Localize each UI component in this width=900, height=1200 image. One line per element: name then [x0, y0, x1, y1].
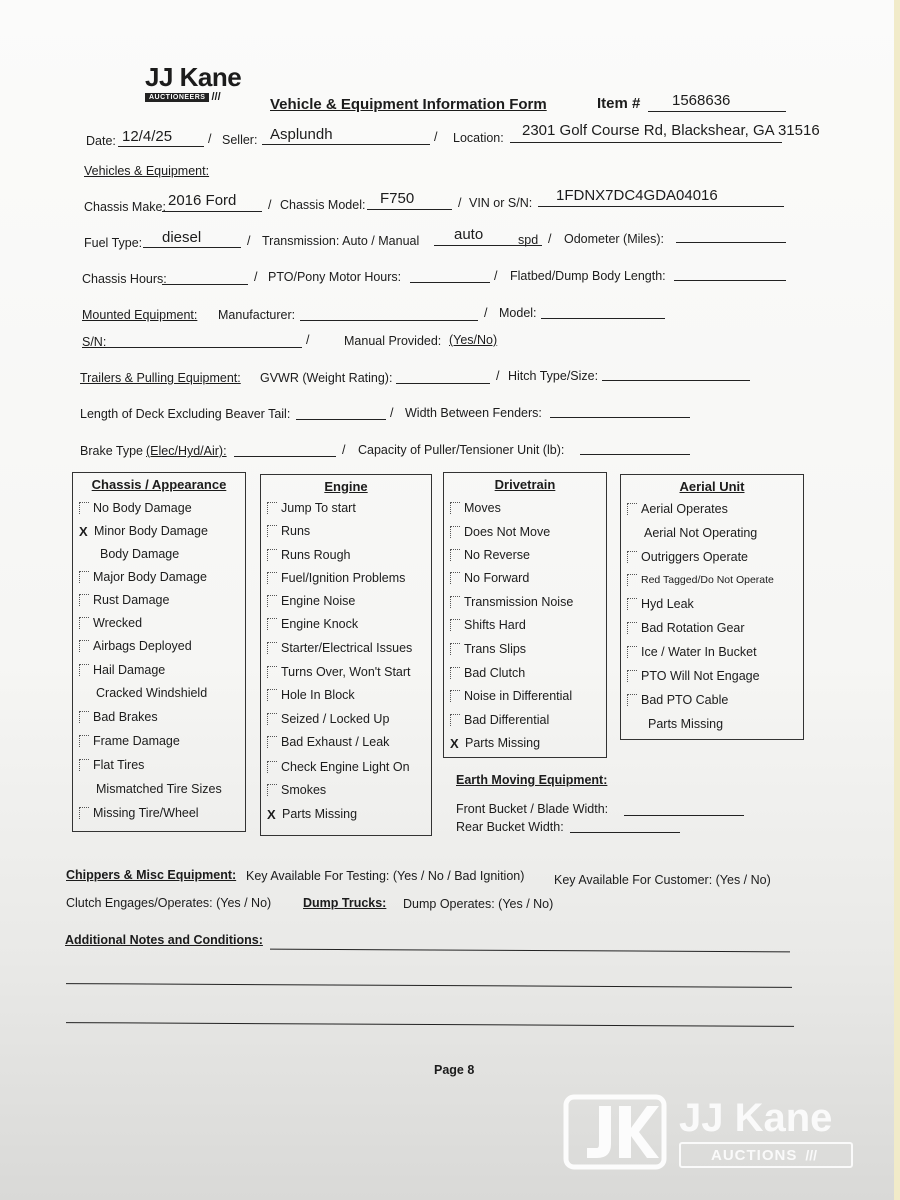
checkbox-moves[interactable]: Moves [450, 501, 501, 515]
checkbox-checked-mark: X [450, 735, 459, 751]
vin-label: VIN or S/N: [469, 196, 533, 210]
checkbox-engine-parts-missing[interactable]: X Parts Missing [267, 806, 358, 822]
checkbox-checked-mark: X [79, 523, 88, 539]
drivetrain-box [443, 472, 607, 758]
checkbox-seized-locked-up[interactable]: Seized / Locked Up [267, 712, 389, 726]
checkbox-trans-slips[interactable]: Trans Slips [450, 642, 526, 656]
checkbox-no-reverse[interactable]: No Reverse [450, 548, 530, 562]
key-customer-text: Key Available For Customer: (Yes / No) [554, 873, 771, 887]
vin-line [538, 206, 784, 207]
deck-length-line [296, 419, 386, 420]
jjkane-logo: JJ Kane AUCTIONEERS /// [145, 62, 242, 103]
checkbox-airbags-deployed[interactable]: Airbags Deployed [79, 639, 192, 653]
notes-line-1 [270, 949, 790, 953]
form-title: Vehicle & Equipment Information Form [270, 96, 547, 113]
jjkane-watermark [563, 1094, 863, 1169]
pto-hours-label: PTO/Pony Motor Hours: [268, 270, 402, 284]
chassis-make-value: 2016 Ford [168, 192, 237, 209]
fender-width-line [550, 417, 690, 418]
checkbox-hyd-leak[interactable]: Hyd Leak [627, 597, 694, 611]
jk-monogram-icon [563, 1094, 667, 1170]
logo-name: JJ Kane [145, 62, 242, 92]
fender-width-label: Width Between Fenders: [405, 406, 542, 420]
item-number: 1568636 [672, 92, 731, 109]
checkbox-red-tagged[interactable]: Red Tagged/Do Not Operate [627, 574, 774, 586]
hitch-label: Hitch Type/Size: [508, 369, 599, 383]
transmission-line [434, 245, 542, 246]
page-edge [894, 0, 900, 1200]
sn-line [106, 347, 302, 348]
location-value: 2301 Golf Course Rd, Blackshear, GA 31516 [522, 122, 820, 139]
checkbox-major-body-damage[interactable]: Major Body Damage [79, 570, 207, 584]
checkbox-hole-in-block[interactable]: Hole In Block [267, 688, 355, 702]
checkbox-wrecked[interactable]: Wrecked [79, 616, 142, 630]
transmission-label: Transmission: Auto / Manual [262, 234, 420, 248]
checkbox-bad-exhaust-leak[interactable]: Bad Exhaust / Leak [267, 735, 389, 749]
checkbox-bad-clutch[interactable]: Bad Clutch [450, 666, 525, 680]
aerial-unit-title: Aerial Unit [679, 479, 745, 494]
key-testing-text: Key Available For Testing: (Yes / No / Bad Ignition) [246, 869, 525, 883]
seller-label: Seller: [222, 133, 258, 147]
brake-type-options: (Elec/Hyd/Air): [146, 444, 227, 458]
checkbox-bad-differential[interactable]: Bad Differential [450, 713, 549, 727]
location-line [510, 142, 782, 143]
checkbox-missing-tire-wheel[interactable]: Missing Tire/Wheel [79, 806, 199, 820]
drivetrain-title: Drivetrain [494, 477, 556, 492]
trailers-section-label: Trailers & Pulling Equipment: [80, 371, 241, 385]
flatbed-label: Flatbed/Dump Body Length: [510, 269, 666, 283]
checkbox-drivetrain-parts-missing[interactable]: X Parts Missing [450, 735, 541, 751]
odometer-label: Odometer (Miles): [564, 232, 665, 246]
checkbox-pto-will-not-engage[interactable]: PTO Will Not Engage [627, 669, 760, 683]
fuel-type-line [143, 247, 241, 248]
front-bucket-label: Front Bucket / Blade Width: [456, 802, 609, 816]
gvwr-line [396, 383, 490, 384]
mounted-section-label: Mounted Equipment: [82, 308, 198, 322]
item-label: Item # [597, 95, 641, 112]
odometer-line [676, 242, 786, 243]
checkbox-no-forward[interactable]: No Forward [450, 571, 529, 585]
chassis-model-label: Chassis Model: [280, 198, 366, 212]
chassis-appearance-box [72, 472, 246, 832]
watermark-sub: AUCTIONS [711, 1146, 798, 1164]
location-label: Location: [453, 131, 504, 145]
checkbox-transmission-noise[interactable]: Transmission Noise [450, 595, 573, 609]
checkbox-minor-body-damage[interactable]: X Minor Body Damage [79, 523, 208, 539]
fuel-type-label: Fuel Type: [84, 236, 143, 250]
capacity-line [580, 454, 690, 455]
checkbox-frame-damage[interactable]: Frame Damage [79, 734, 180, 748]
item-line [648, 111, 786, 112]
checkbox-engine-knock[interactable]: Engine Knock [267, 617, 358, 631]
brake-type-label: Brake Type [80, 444, 144, 458]
vehicles-section-label: Vehicles & Equipment: [84, 164, 210, 178]
transmission-value: auto [454, 226, 484, 243]
chassis-hours-label: Chassis Hours: [82, 272, 167, 286]
checkbox-turns-over-wont-start[interactable]: Turns Over, Won't Start [267, 665, 411, 679]
pto-hours-line [410, 282, 490, 283]
date-line [118, 146, 204, 147]
earth-moving-section-label: Earth Moving Equipment: [456, 773, 608, 787]
date-label: Date: [86, 134, 116, 148]
hitch-line [602, 380, 750, 381]
checkbox-check-engine-light[interactable]: Check Engine Light On [267, 760, 410, 774]
checkbox-aerial-operates[interactable]: Aerial Operates [627, 502, 728, 516]
manufacturer-line [300, 320, 478, 321]
logo-subtitle: AUCTIONEERS [145, 93, 209, 102]
spd-label: spd [518, 233, 539, 247]
checkbox-outriggers-operate[interactable]: Outriggers Operate [627, 550, 748, 564]
sn-label: S/N: [82, 335, 107, 349]
chassis-model-value: F750 [380, 190, 415, 207]
seller-value: Asplundh [270, 126, 333, 143]
rear-bucket-line [570, 832, 680, 833]
chassis-hours-line [162, 284, 248, 285]
model-line [541, 318, 665, 319]
checkbox-mismatched-tire-sizes[interactable]: Mismatched Tire Sizes [96, 782, 222, 796]
checkbox-bad-pto-cable[interactable]: Bad PTO Cable [627, 693, 728, 707]
checkbox-rust-damage[interactable]: Rust Damage [79, 593, 169, 607]
fuel-type-value: diesel [162, 229, 202, 246]
checkbox-checked-mark: X [267, 806, 276, 822]
dump-trucks-label: Dump Trucks: [303, 896, 387, 910]
engine-title: Engine [324, 479, 368, 494]
front-bucket-line [624, 815, 744, 816]
additional-notes-label: Additional Notes and Conditions: [65, 933, 263, 947]
checkbox-bad-rotation-gear[interactable]: Bad Rotation Gear [627, 621, 745, 635]
deck-length-label: Length of Deck Excluding Beaver Tail: [80, 407, 291, 421]
checkbox-flat-tires[interactable]: Flat Tires [79, 758, 144, 772]
checkbox-no-body-damage[interactable]: No Body Damage [79, 501, 192, 515]
checkbox-hail-damage[interactable]: Hail Damage [79, 663, 165, 677]
dump-operates-text: Dump Operates: (Yes / No) [403, 897, 554, 911]
checkbox-starter-electrical-issues[interactable]: Starter/Electrical Issues [267, 641, 412, 655]
checkbox-engine-noise[interactable]: Engine Noise [267, 594, 355, 608]
checkbox-bad-brakes[interactable]: Bad Brakes [79, 710, 158, 724]
rear-bucket-label: Rear Bucket Width: [456, 820, 564, 834]
checkbox-cracked-windshield[interactable]: Cracked Windshield [96, 686, 208, 700]
clutch-text: Clutch Engages/Operates: (Yes / No) [66, 896, 272, 910]
chassis-make-label: Chassis Make: [84, 200, 166, 214]
engine-box [260, 474, 432, 836]
checkbox-runs[interactable]: Runs [267, 524, 310, 538]
checkbox-fuel-ignition-problems[interactable]: Fuel/Ignition Problems [267, 571, 405, 585]
gvwr-label: GVWR (Weight Rating): [260, 371, 393, 385]
checkbox-aerial-not-operating[interactable]: Aerial Not Operating [644, 526, 758, 540]
brake-type-line [234, 456, 336, 457]
checkbox-ice-water-in-bucket[interactable]: Ice / Water In Bucket [627, 645, 757, 659]
aerial-unit-box [620, 474, 804, 740]
chippers-section-label: Chippers & Misc Equipment: [66, 868, 237, 882]
notes-line-2 [66, 983, 792, 988]
manufacturer-label: Manufacturer: [218, 308, 296, 322]
manual-label: Manual Provided: [344, 334, 442, 348]
chassis-model-line [367, 209, 452, 210]
flatbed-line [674, 280, 786, 281]
chassis-make-line [162, 211, 262, 212]
watermark-brand: JJ Kane [679, 1096, 833, 1140]
checkbox-shifts-hard[interactable]: Shifts Hard [450, 618, 526, 632]
manual-options: (Yes/No) [449, 333, 498, 347]
checkbox-does-not-move[interactable]: Does Not Move [450, 525, 550, 539]
checkbox-smokes[interactable]: Smokes [267, 783, 326, 797]
checkbox-noise-in-differential[interactable]: Noise in Differential [450, 689, 572, 703]
date-value: 12/4/25 [122, 128, 173, 145]
seller-line [262, 144, 430, 145]
model-label: Model: [499, 306, 537, 320]
page-number: Page 8 [434, 1063, 475, 1077]
checkbox-body-damage[interactable]: Body Damage [100, 547, 180, 561]
vin-value: 1FDNX7DC4GDA04016 [556, 187, 718, 204]
notes-line-3 [66, 1022, 794, 1027]
watermark-sub-bar: AUCTIONS /// [679, 1142, 853, 1168]
chassis-appearance-title: Chassis / Appearance [91, 477, 227, 492]
checkbox-jump-to-start[interactable]: Jump To start [267, 501, 356, 515]
capacity-label: Capacity of Puller/Tensioner Unit (lb): [358, 443, 565, 457]
checkbox-runs-rough[interactable]: Runs Rough [267, 548, 351, 562]
checkbox-aerial-parts-missing[interactable]: Parts Missing [648, 717, 724, 731]
